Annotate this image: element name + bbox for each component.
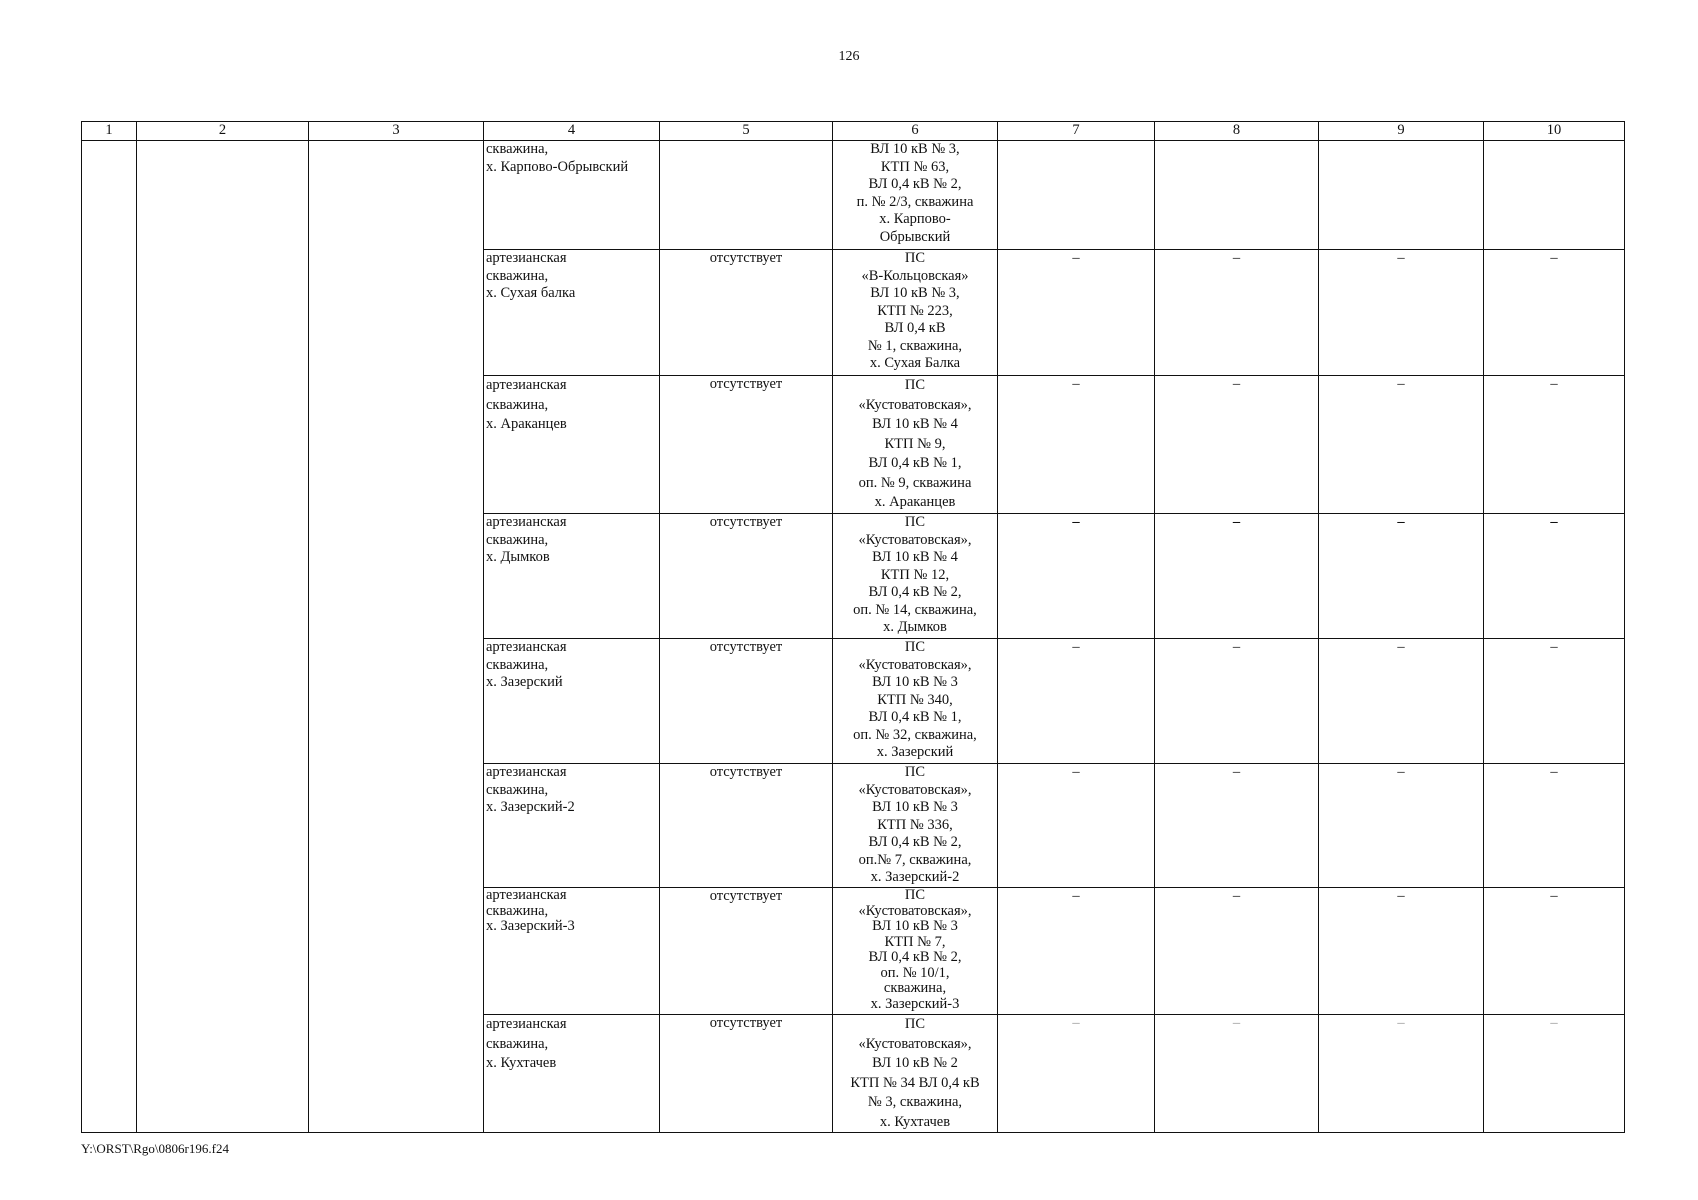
status-cell: отсутствует	[660, 1015, 833, 1133]
object-name-cell: артезианская скважина, х. Дымков	[484, 514, 660, 639]
col7-cell: –	[998, 639, 1155, 764]
column-header-8: 8	[1155, 122, 1319, 141]
col7-cell: –	[998, 764, 1155, 888]
data-table	[81, 121, 1625, 1133]
col7-cell: –	[998, 250, 1155, 376]
col10-cell	[1484, 141, 1625, 250]
col9-cell: –	[1319, 1015, 1484, 1133]
power-supply-cell: ВЛ 10 кВ № 3, КТП № 63, ВЛ 0,4 кВ № 2, п. № 2/3, скважина х. Карпово- Обрывский	[833, 141, 998, 250]
col9-cell: –	[1319, 764, 1484, 888]
col8-cell: –	[1155, 250, 1319, 376]
col10-cell: –	[1484, 250, 1625, 376]
col8-cell: –	[1155, 888, 1319, 1015]
column-header-2: 2	[137, 122, 309, 141]
page-number: 126	[838, 49, 860, 64]
power-supply-cell: ПС «Кустоватовская», ВЛ 10 кВ № 2 КТП № 34 ВЛ 0,4 кВ № 3, скважина, х. Кухтачев	[833, 1015, 998, 1133]
col8-cell: –	[1155, 639, 1319, 764]
file-path-footer: Y:\ORST\Rgo\0806r196.f24	[81, 1141, 229, 1156]
table-row	[82, 141, 1625, 250]
column-header-1: 1	[82, 122, 137, 141]
col7-cell: –	[998, 376, 1155, 514]
status-cell: отсутствует	[660, 888, 833, 1015]
col10-cell: –	[1484, 888, 1625, 1015]
object-name-cell: артезианская скважина, х. Зазерский	[484, 639, 660, 764]
col10-cell: –	[1484, 639, 1625, 764]
merged-cell-col3	[309, 141, 484, 1133]
object-name-cell: артезианская скважина, х. Зазерский-3	[484, 888, 660, 1015]
col10-cell: –	[1484, 376, 1625, 514]
status-cell: отсутствует	[660, 250, 833, 376]
status-cell: отсутствует	[660, 376, 833, 514]
col8-cell	[1155, 141, 1319, 250]
col7-cell: –	[998, 514, 1155, 639]
column-header-9: 9	[1319, 122, 1484, 141]
column-header-3: 3	[309, 122, 484, 141]
col10-cell: –	[1484, 514, 1625, 639]
object-name-cell: артезианская скважина, х. Сухая балка	[484, 250, 660, 376]
col7-cell: –	[998, 888, 1155, 1015]
status-cell: отсутствует	[660, 764, 833, 888]
column-header-10: 10	[1484, 122, 1625, 141]
power-supply-cell: ПС «Кустоватовская», ВЛ 10 кВ № 3 КТП № 7, ВЛ 0,4 кВ № 2, оп. № 10/1, скважина, х. Зазерский-3	[833, 888, 998, 1015]
power-supply-cell: ПС «Кустоватовская», ВЛ 10 кВ № 3 КТП № 336, ВЛ 0,4 кВ № 2, оп.№ 7, скважина, х. Зазерский-2	[833, 764, 998, 888]
column-header-5: 5	[660, 122, 833, 141]
status-cell: отсутствует	[660, 514, 833, 639]
status-cell: отсутствует	[660, 639, 833, 764]
col8-cell: –	[1155, 376, 1319, 514]
col8-cell: –	[1155, 1015, 1319, 1133]
object-name-cell: артезианская скважина, х. Зазерский-2	[484, 764, 660, 888]
col9-cell: –	[1319, 888, 1484, 1015]
object-name-cell: скважина, х. Карпово-Обрывский	[484, 141, 660, 250]
power-supply-cell: ПС «Кустоватовская», ВЛ 10 кВ № 4 КТП № 9, ВЛ 0,4 кВ № 1, оп. № 9, скважина х. Араканцев	[833, 376, 998, 514]
col9-cell: –	[1319, 250, 1484, 376]
object-name-cell: артезианская скважина, х. Кухтачев	[484, 1015, 660, 1133]
column-header-6: 6	[833, 122, 998, 141]
col10-cell: –	[1484, 1015, 1625, 1133]
merged-cell-col2	[137, 141, 309, 1133]
col9-cell: –	[1319, 639, 1484, 764]
col8-cell: –	[1155, 514, 1319, 639]
col9-cell: –	[1319, 514, 1484, 639]
merged-cell-col1	[82, 141, 137, 1133]
col7-cell	[998, 141, 1155, 250]
column-header-4: 4	[484, 122, 660, 141]
status-cell	[660, 141, 833, 250]
col9-cell	[1319, 141, 1484, 250]
header-row	[82, 122, 1625, 141]
column-header-7: 7	[998, 122, 1155, 141]
col9-cell: –	[1319, 376, 1484, 514]
power-supply-cell: ПС «Кустоватовская», ВЛ 10 кВ № 3 КТП № 340, ВЛ 0,4 кВ № 1, оп. № 32, скважина, х. Зазерский	[833, 639, 998, 764]
col10-cell: –	[1484, 764, 1625, 888]
col7-cell: –	[998, 1015, 1155, 1133]
object-name-cell: артезианская скважина, х. Араканцев	[484, 376, 660, 514]
power-supply-cell: ПС «В-Кольцовская» ВЛ 10 кВ № 3, КТП № 223, ВЛ 0,4 кВ № 1, скважина, х. Сухая Балка	[833, 250, 998, 376]
power-supply-cell: ПС «Кустоватовская», ВЛ 10 кВ № 4 КТП № 12, ВЛ 0,4 кВ № 2, оп. № 14, скважина, х. Дымков	[833, 514, 998, 639]
col8-cell: –	[1155, 764, 1319, 888]
